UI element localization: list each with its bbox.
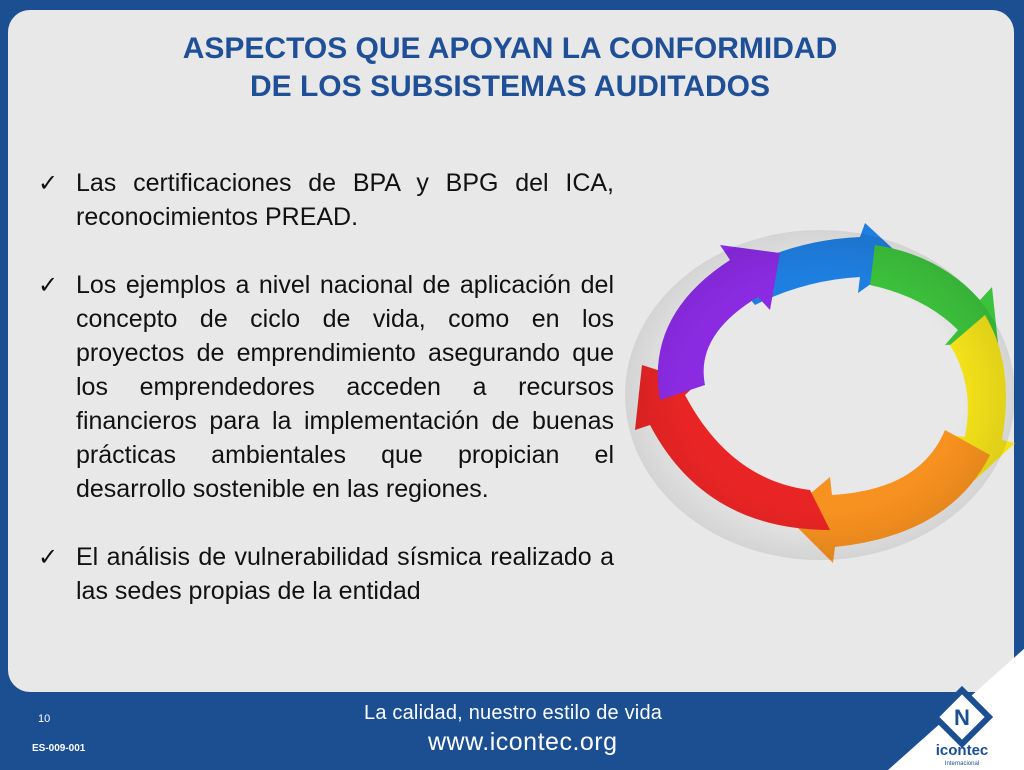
website-link[interactable]: www.icontec.org [428,728,618,756]
icontec-logo-icon [870,640,1024,770]
bullet-item [38,268,614,506]
title-line-1: ASPECTOS QUE APOYAN LA CONFORMIDAD [182,32,838,65]
document-code: ES-009-001 [32,743,86,754]
logo-name: icontec [935,742,989,759]
bullet-text: Los ejemplos a nivel nacional de aplicación del concepto de ciclo de vida, como en los proyectos de emprendimiento asegurando que los emprendedores acceden a recursos financieros para la implementación de buenas prácticas ambientales que propician el desarrollo sostenible en las regiones. [76,271,614,503]
bullet-item [38,540,614,608]
logo-subtitle: Internacional [944,761,980,767]
slogan: La calidad, nuestro estilo de vida [364,702,663,724]
cycle-arrows-icon [620,215,1020,565]
bullet-text: Las certificaciones de BPA y BPG del ICA, reconocimientos PREAD. [76,169,614,231]
logo-letter: N [954,705,970,730]
bullet-list [38,166,614,608]
check-icon: ✓ [38,169,59,197]
bullet-text: El análisis de vulnerabilidad sísmica realizado a las sedes propias de la entidad [76,543,614,605]
check-icon: ✓ [38,271,59,299]
bullet-item [38,166,614,234]
check-icon: ✓ [38,543,59,571]
slide-title [120,30,900,106]
title-line-2: DE LOS SUBSISTEMAS AUDITADOS [249,70,771,103]
page-number: 10 [38,713,51,725]
